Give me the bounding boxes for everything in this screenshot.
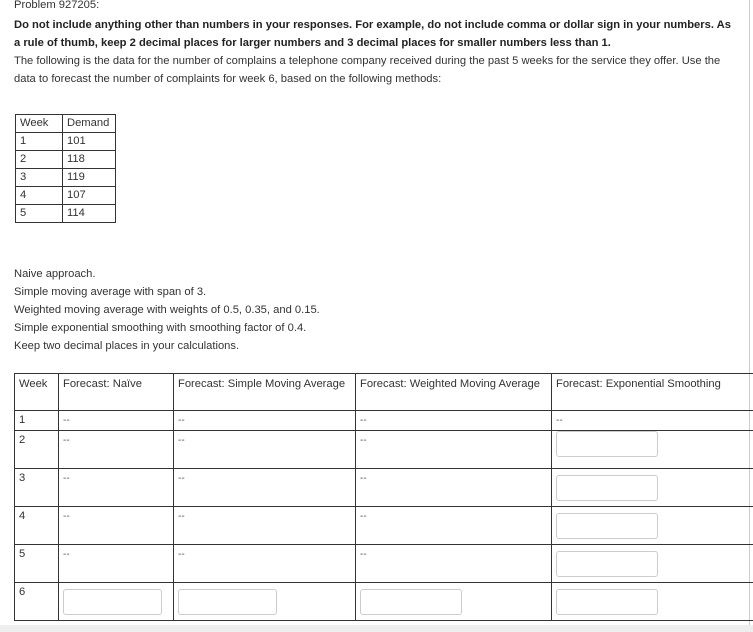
exp-smoothing-input-week-2[interactable] (556, 431, 658, 457)
demand-cell: 101 (63, 133, 116, 151)
table-row (15, 431, 753, 469)
week-cell: 2 (16, 151, 63, 169)
table-row (15, 545, 753, 583)
table-row (15, 583, 753, 621)
empty-dash: -- (360, 435, 367, 446)
sma-cell (174, 469, 356, 507)
week-cell: 4 (16, 187, 63, 205)
demand-header-row (16, 115, 116, 133)
week-cell: 1 (16, 133, 63, 151)
empty-dash: -- (360, 511, 367, 522)
naive-cell (59, 411, 174, 431)
empty-dash: -- (63, 415, 70, 426)
sma-input-week-6[interactable] (178, 589, 277, 615)
sma-cell (174, 507, 356, 545)
table-row (16, 187, 116, 205)
empty-dash: -- (63, 511, 70, 522)
naive-cell (59, 545, 174, 583)
exp-smoothing-input-week-6[interactable] (556, 589, 658, 615)
empty-dash: -- (360, 549, 367, 560)
forecast-header-row (15, 374, 753, 411)
wma-input-week-6[interactable] (360, 589, 462, 615)
demand-cell: 119 (63, 169, 116, 187)
bottom-bar (0, 625, 753, 632)
method-item: Weighted moving average with weights of 0.5, 0.35, and 0.15. (14, 304, 320, 316)
table-row (16, 151, 116, 169)
sma-cell (174, 583, 356, 621)
wma-header: Forecast: Weighted Moving Average (356, 374, 552, 411)
naive-header: Forecast: Naïve (59, 374, 174, 411)
demand-table (15, 114, 116, 223)
sma-header: Forecast: Simple Moving Average (174, 374, 356, 411)
empty-dash: -- (556, 415, 563, 426)
exp-cell (552, 583, 753, 621)
empty-dash: -- (178, 415, 185, 426)
method-item: Keep two decimal places in your calculations. (14, 340, 240, 352)
week-cell: 2 (15, 431, 59, 469)
exp-header: Forecast: Exponential Smoothing (552, 374, 753, 411)
exp-smoothing-input-week-4[interactable] (556, 513, 658, 539)
instructions: Do not include anything other than numbers in your responses. For example, do not include comma or dollar sign in your numbers. As a rule of thumb, keep 2 decimal places for larger numbers and 3 decimal places for smaller numbers less than 1. (14, 19, 731, 49)
naive-cell (59, 469, 174, 507)
table-row (16, 169, 116, 187)
week-cell: 6 (15, 583, 59, 621)
empty-dash: -- (360, 415, 367, 426)
wma-cell (356, 431, 552, 469)
empty-dash: -- (360, 473, 367, 484)
exp-smoothing-input-week-5[interactable] (556, 551, 658, 577)
empty-dash: -- (63, 435, 70, 446)
naive-cell (59, 431, 174, 469)
exp-cell (552, 507, 753, 545)
week-cell: 3 (16, 169, 63, 187)
table-row (16, 205, 116, 223)
sma-cell (174, 545, 356, 583)
week-cell: 3 (15, 469, 59, 507)
method-item: Naive approach. (14, 268, 96, 280)
week-cell: 4 (15, 507, 59, 545)
exp-cell (552, 411, 753, 431)
exp-cell (552, 469, 753, 507)
wma-cell (356, 545, 552, 583)
wma-cell (356, 469, 552, 507)
demand-cell: 107 (63, 187, 116, 205)
empty-dash: -- (178, 511, 185, 522)
naive-input-week-6[interactable] (63, 589, 162, 615)
naive-cell (59, 583, 174, 621)
exp-cell (552, 431, 753, 469)
method-item: Simple moving average with span of 3. (14, 286, 207, 298)
week-header: Week (15, 374, 59, 411)
empty-dash: -- (178, 549, 185, 560)
wma-cell (356, 411, 552, 431)
table-row (16, 133, 116, 151)
table-row (15, 411, 753, 431)
exp-smoothing-input-week-3[interactable] (556, 475, 658, 501)
empty-dash: -- (63, 549, 70, 560)
demand-cell: 118 (63, 151, 116, 169)
description: The following is the data for the number of complains a telephone company received during the past 5 weeks for the service they offer. Use the data to forecast the number of complaints for week 6, based on the following methods: (14, 55, 721, 85)
sma-cell (174, 431, 356, 469)
wma-cell (356, 507, 552, 545)
week-cell: 5 (15, 545, 59, 583)
method-item: Simple exponential smoothing with smoothing factor of 0.4. (14, 322, 307, 334)
forecast-table (14, 373, 753, 621)
methods-list (14, 265, 320, 355)
empty-dash: -- (178, 473, 185, 484)
problem-id: Problem 927205: (14, 0, 100, 11)
problem-intro (14, 16, 739, 88)
week-cell: 1 (15, 411, 59, 431)
empty-dash: -- (178, 435, 185, 446)
demand-cell: 114 (63, 205, 116, 223)
naive-cell (59, 507, 174, 545)
table-row (15, 469, 753, 507)
exp-cell (552, 545, 753, 583)
empty-dash: -- (63, 473, 70, 484)
table-row (15, 507, 753, 545)
wma-cell (356, 583, 552, 621)
sma-cell (174, 411, 356, 431)
week-header: Week (16, 115, 63, 133)
demand-header: Demand (63, 115, 116, 133)
week-cell: 5 (16, 205, 63, 223)
